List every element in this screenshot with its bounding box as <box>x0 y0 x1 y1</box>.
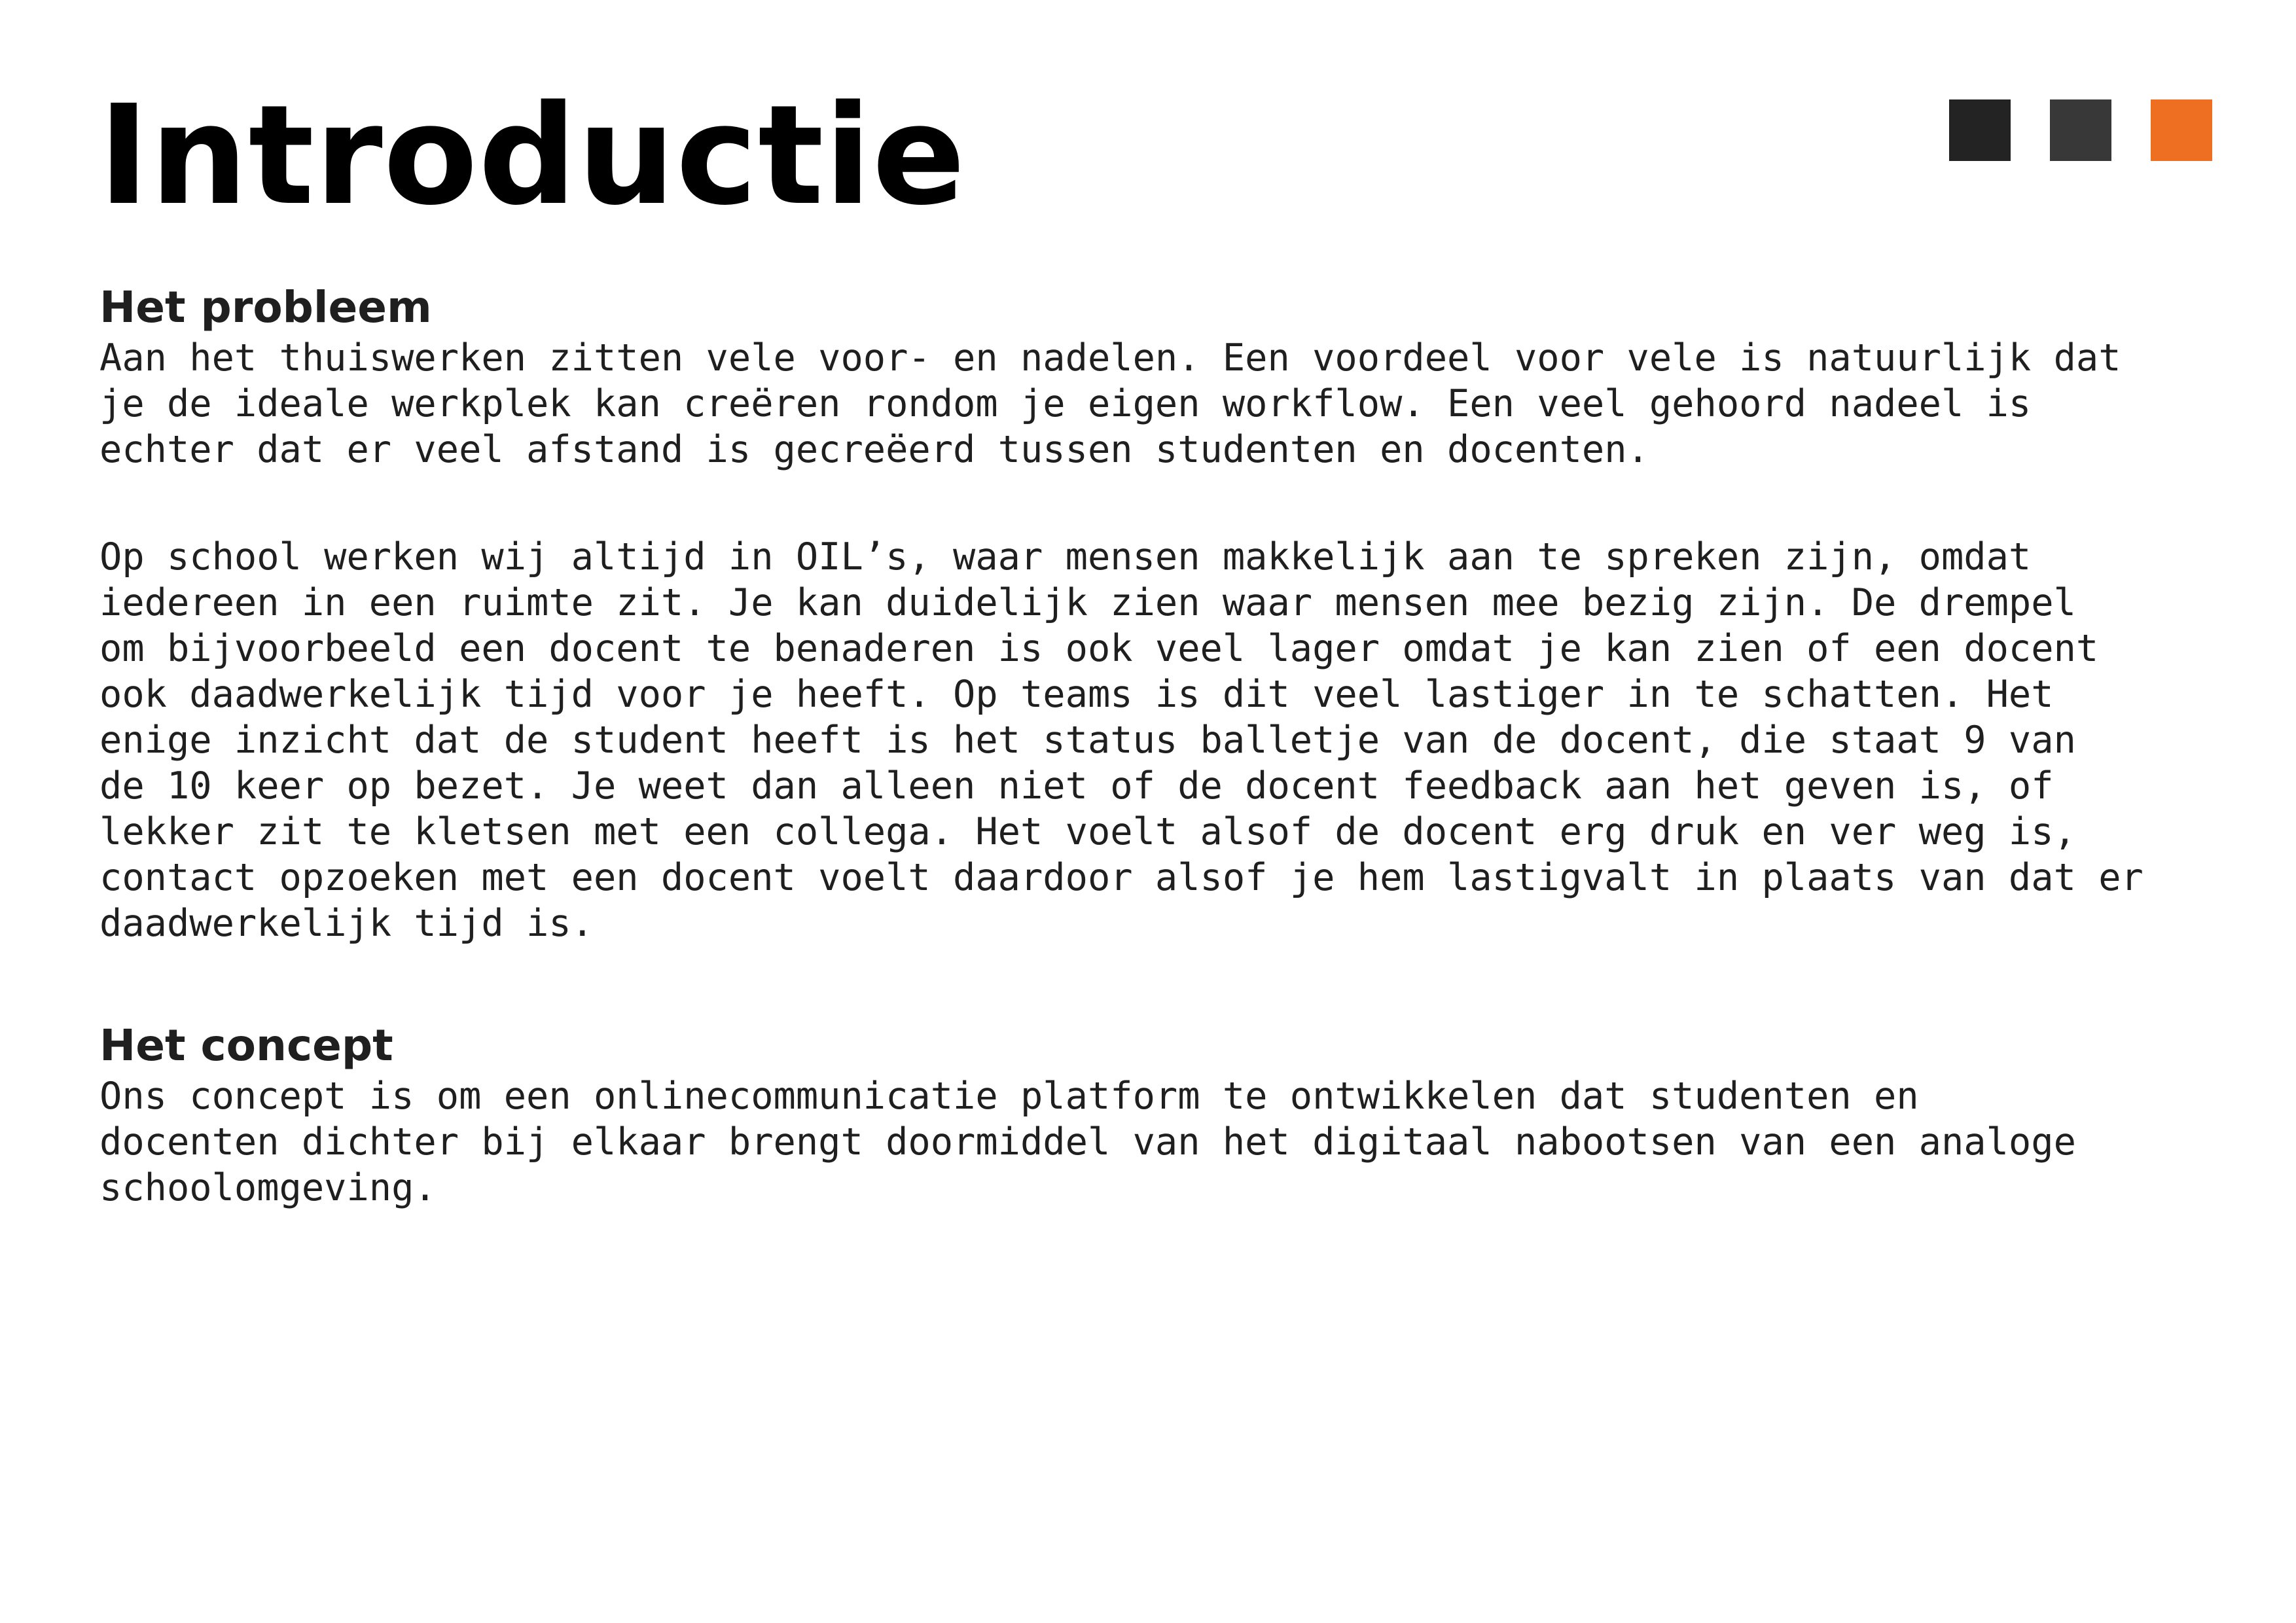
grey-square-icon <box>2050 99 2111 161</box>
paragraph: Ons concept is om een onlinecommunicatie platform te ontwikkelen dat studenten en docenten dichter bij elkaar brengt doormiddel van het digitaal nabootsen van een analoge schoolomgeving. <box>99 1075 2076 1209</box>
section-concept <box>99 1018 2207 1211</box>
orange-square-icon <box>2151 99 2212 161</box>
paragraph: Op school werken wij altijd in OIL’s, waar mensen makkelijk aan te spreken zijn, omdat iedereen in een ruimte zit. Je kan duidelijk zien waar mensen mee bezig zijn. De drempel om bijvoorbeeld een docent te benaderen is ook veel lager omdat je kan zien of een docent ook daadwerkelijk tijd voor je heeft. Op teams is dit veel lastiger in te schatten. Het enige inzicht dat de student heeft is het status balletje van de docent, die staat 9 van de 10 keer op bezet. Je weet dan alleen niet of de docent feedback aan het geven is, of lekker zit te kletsen met een collega. Het voelt alsof de docent erg druk en ver weg is, contact opzoeken met een docent voelt daardoor alsof je hem lastigvalt in plaats van dat er daadwerkelijk tijd is. <box>99 535 2144 945</box>
body-content <box>99 280 2207 1211</box>
section-heading: Het probleem <box>99 282 432 332</box>
dark-square-icon <box>1949 99 2011 161</box>
section-problem <box>99 280 2207 946</box>
page-title: Introductie <box>98 75 966 236</box>
decorative-squares <box>1949 99 2212 161</box>
paragraph: Aan het thuiswerken zitten vele voor- en nadelen. Een voordeel voor vele is natuurlijk dat je de ideale werkplek kan creëren rondom je eigen workflow. Een veel gehoord nadeel is echter dat er veel afstand is gecreëerd tussen studenten en docenten. <box>99 336 2121 471</box>
section-heading: Het concept <box>99 1020 393 1071</box>
